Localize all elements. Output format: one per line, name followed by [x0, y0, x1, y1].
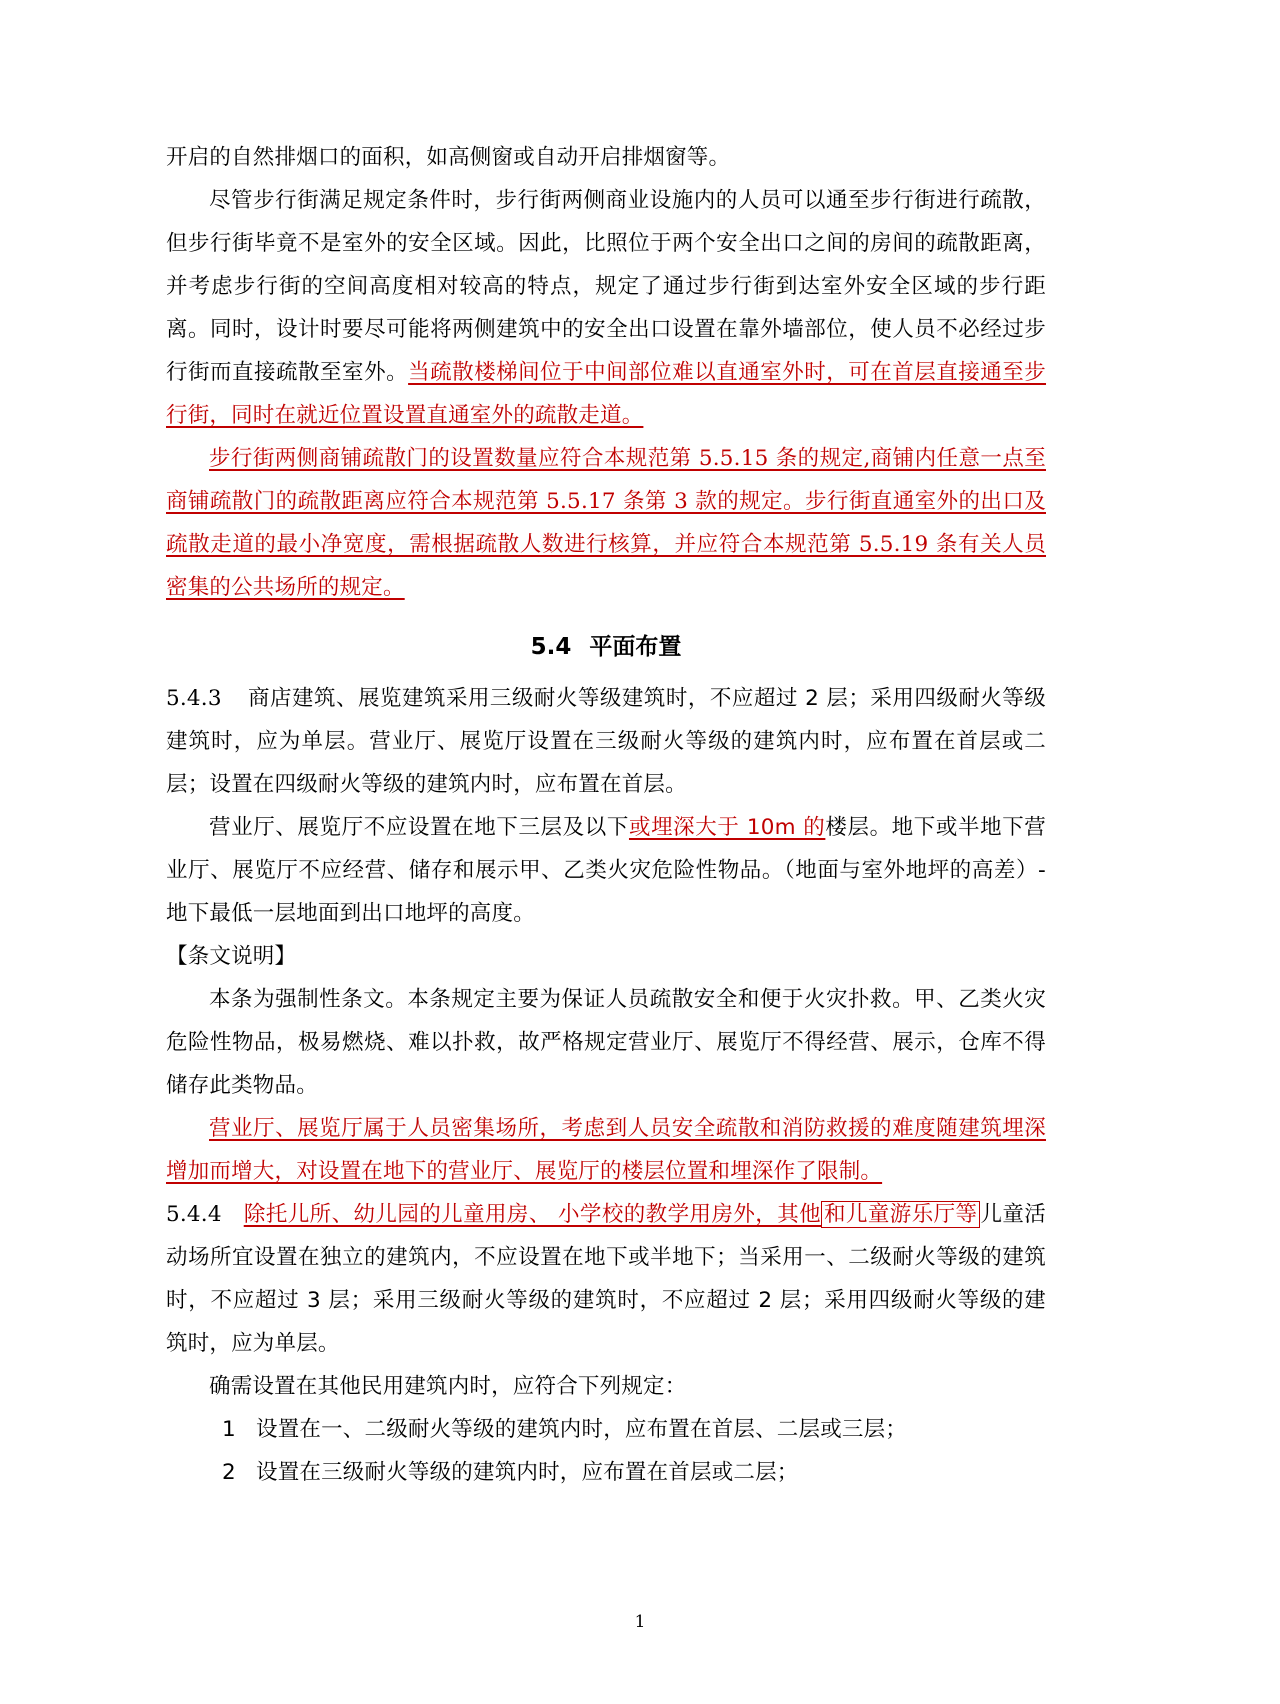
list-item-text: 设置在三级耐火等级的建筑内时，应布置在首层或二层； [256, 1460, 799, 1485]
clause-5-4-3-paragraph-2 [166, 806, 1046, 935]
note-paragraph: 本条为强制性条文。本条规定主要为保证人员疏散安全和便于火灾扑救。甲、乙类火灾危险性物品，极易燃烧、难以扑救，故严格规定营业厅、展览厅不得经营、展示，仓库不得储存此类物品。 [166, 987, 1046, 1098]
note-heading: 【条文说明】 [166, 944, 297, 969]
clause-5-4-4-black-run: 儿童活动场所宜设置在独立的建筑内，不应设置在地下或半地下；当采用一、二级耐火等级的建筑时，不应超过 3 层；采用三级耐火等级的建筑时，不应超过 2 层；采用四级耐火等级的建筑时，应为单层。 [166, 1202, 1046, 1356]
section-heading-number: 5.4 [530, 634, 572, 660]
list-item [166, 1451, 1046, 1494]
clause-number-5-4-4: 5.4.4 [166, 1202, 222, 1227]
paragraph-red-revision-block: 步行街两侧商铺疏散门的设置数量应符合本规范第 5.5.15 条的规定,商铺内任意一点至商铺疏散门的疏散距离应符合本规范第 5.5.17 条第 3 款的规定。步行街直通室外的出口及疏散走道的最小净宽度，需根据疏散人数进行核算，并应符合本规范第 5.5.19 条有关人员密集的公共场所的规定。 [166, 446, 1046, 600]
clause-5-4-4-red-run: 除托儿所、幼儿园的儿童用房、 小学校的教学用房外，其他 [243, 1202, 822, 1227]
paragraph-opening: 开启的自然排烟口的面积，如高侧窗或自动开启排烟窗等。 [166, 145, 731, 170]
page-number: 1 [634, 1612, 646, 1632]
section-heading [166, 623, 1046, 671]
list-item-text: 设置在一、二级耐火等级的建筑内时，应布置在首层、二层或三层； [256, 1417, 908, 1442]
clause-5-4-4-boxed-run: 和儿童游乐厅等 [821, 1201, 980, 1228]
paragraph-red-revision-run: 当疏散楼梯间位于中间部位难以直通室外时，可在首层直接通至步行街，同时在就近位置设置直通室外的疏散走道。 [166, 360, 1047, 428]
clause-5-4-4 [166, 1193, 1046, 1365]
paragraph-pedestrian-street [166, 179, 1046, 437]
page-content [166, 136, 1046, 1494]
clause-5-4-3-p2-run-2: 楼层。地下或半地下营业厅、展览厅不应经营、储存和展示甲、乙类火灾危险性物品。（地面与室外地坪的高差）-地下最低一层地面到出口地坪的高度。 [166, 815, 1047, 926]
section-heading-title: 平面布置 [589, 634, 682, 660]
list-item-marker: 2 [222, 1460, 236, 1485]
clause-5-4-3-text: 商店建筑、展览建筑采用三级耐火等级建筑时，不应超过 2 层；采用四级耐火等级建筑时，应为单层。营业厅、展览厅设置在三级耐火等级的建筑内时，应布置在首层或二层；设置在四级耐火等级的建筑内时，应布置在首层。 [166, 686, 1046, 797]
clause-number-5-4-3: 5.4.3 [166, 686, 222, 711]
note-paragraph-red: 营业厅、展览厅属于人员密集场所，考虑到人员安全疏散和消防救援的难度随建筑埋深增加而增大，对设置在地下的营业厅、展览厅的楼层位置和埋深作了限制。 [166, 1116, 1046, 1184]
clause-5-4-3-p2-run-1: 营业厅、展览厅不应设置在地下三层及以下 [209, 815, 629, 840]
clause-5-4-4-lead-in: 确需设置在其他民用建筑内时，应符合下列规定： [209, 1374, 687, 1399]
clause-5-4-3 [166, 677, 1046, 806]
list-item [166, 1408, 1046, 1451]
list-item-marker: 1 [222, 1417, 236, 1442]
clause-5-4-3-p2-red-run: 或埋深大于 10m 的 [628, 815, 826, 840]
paragraph-black-run: 尽管步行街满足规定条件时，步行街两侧商业设施内的人员可以通至步行街进行疏散，但步行街毕竟不是室外的安全区域。因此，比照位于两个安全出口之间的房间的疏散距离，并考虑步行街的空间高度相对较高的特点，规定了通过步行街到达室外安全区域的步行距离。同时，设计时要尽可能将两侧建筑中的安全出口设置在靠外墙部位，使人员不必经过步行街而直接疏散至室外。 [166, 188, 1046, 385]
